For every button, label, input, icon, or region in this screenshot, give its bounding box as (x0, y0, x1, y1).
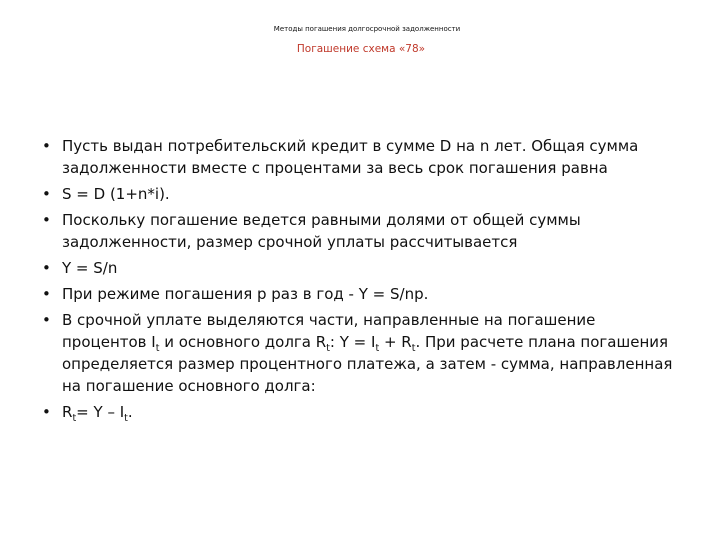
subscript: t (375, 343, 380, 354)
bullet-dot: • (42, 311, 51, 329)
bullet-text-part: . При расчете плана погашения определяется размер процентного платежа, а затем - сумма, направленная на погашение основного долга: (62, 333, 673, 395)
bullet-text-part: R (62, 403, 73, 421)
bullet-dot: • (42, 259, 51, 277)
subscript: t (124, 413, 128, 424)
bullet-text-part: = Y – I (76, 403, 125, 421)
title-block (0, 24, 720, 56)
bullet-text: Пусть выдан потребительский кредит в сумме D на n лет. Общая сумма задолженности вместе с процентами за весь срок погашения равна (62, 137, 639, 177)
bullet-item (40, 209, 680, 253)
bullet-text-part: . (127, 403, 133, 421)
bullet-item (40, 401, 680, 423)
subscript: t (155, 343, 160, 354)
bullet-dot: • (42, 285, 51, 303)
bullet-dot: • (42, 137, 51, 155)
bullet-item (40, 309, 680, 397)
bullet-text-part: и основного долга R (159, 333, 327, 351)
bullet-text-part: : Y = I (329, 333, 376, 351)
bullet-text: Поскольку погашение ведется равными долями от общей суммы задолженности, размер срочной уплаты рассчитывается (62, 211, 581, 251)
bullet-text: S = D (1+n*i). (62, 185, 170, 203)
slide-title: Методы погашения долгосрочной задолженности (273, 25, 461, 33)
slide-subtitle: Погашение схема «78» (296, 43, 426, 55)
bullet-text: Y = S/n (62, 259, 118, 277)
bullet-dot: • (42, 185, 51, 203)
bullet-item (40, 135, 680, 179)
subscript: t (326, 343, 330, 354)
bullet-item (40, 283, 680, 305)
bullet-text-part: В срочной уплате выделяются части, направленные на погашение процентов I (62, 311, 596, 351)
bullet-dot: • (42, 211, 51, 229)
bullet-list (40, 135, 680, 427)
subscript: t (411, 343, 416, 354)
bullet-dot: • (42, 403, 51, 421)
bullet-item (40, 183, 680, 205)
subscript: t (72, 413, 77, 424)
bullet-text-part: + R (379, 333, 412, 351)
bullet-item (40, 257, 680, 279)
bullet-text: При режиме погашения p раз в год - Y = S/np. (62, 285, 429, 303)
